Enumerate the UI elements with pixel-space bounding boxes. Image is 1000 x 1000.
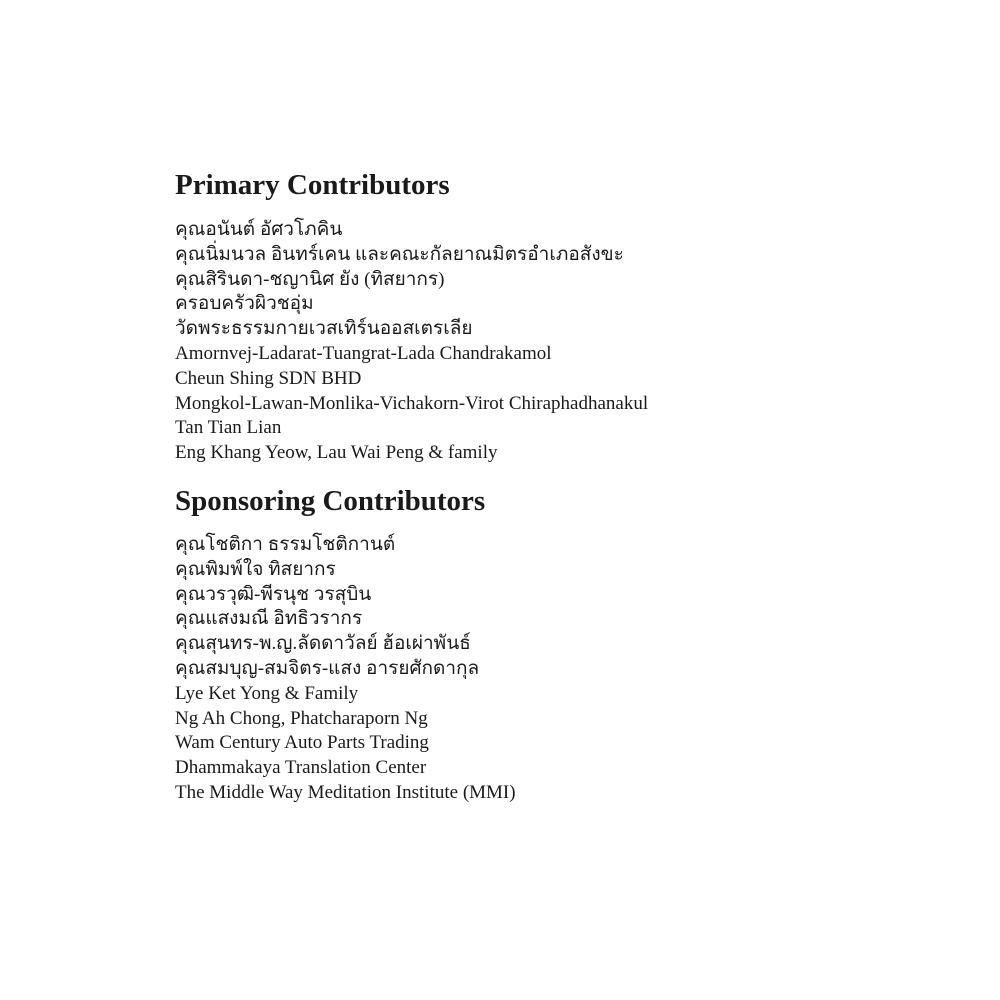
contributor-name: Lye Ket Yong & Family xyxy=(175,682,359,704)
contributor-name: คุณโชติกา ธรรมโชติกานต์ xyxy=(175,533,396,555)
primary-contributors-list xyxy=(175,218,955,466)
contributor-name: คุณแสงมณี อิทธิวรากร xyxy=(175,608,363,630)
sponsoring-contributors-section xyxy=(175,482,955,806)
contributor-name: คุณสมบุญ-สมจิตร-แสง อารยศักดากุล xyxy=(175,657,480,679)
sponsoring-contributors-list xyxy=(175,533,955,806)
contributor-name: Mongkol-Lawan-Monlika-Vichakorn-Virot Chiraphadhanakul xyxy=(175,392,649,414)
contributor-name: คุณพิมพ์ใจ ทิสยากร xyxy=(175,558,336,580)
primary-contributors-heading: Primary Contributors xyxy=(175,169,450,201)
contributor-name: Amornvej-Ladarat-Tuangrat-Lada Chandrakamol xyxy=(175,342,552,364)
contributor-name: Dhammakaya Translation Center xyxy=(175,757,427,779)
contributors-page xyxy=(175,166,955,806)
contributor-name: คุณนิ่มนวล อินทร์เคน และคณะกัลยาณมิตรอำเภอสังขะ xyxy=(175,243,624,265)
contributor-name: Wam Century Auto Parts Trading xyxy=(175,732,429,754)
contributor-name: Ng Ah Chong, Phatcharaporn Ng xyxy=(175,707,428,729)
contributor-name: คุณสิรินดา-ชญานิศ ยัง (ทิสยากร) xyxy=(175,268,445,290)
contributor-name: คุณอนันต์ อัศวโภคิน xyxy=(175,219,343,240)
contributor-name: คุณสุนทร-พ.ญ.ลัดดาวัลย์ ฮ้อเผ่าพันธ์ xyxy=(175,633,471,655)
contributor-name: Cheun Shing SDN BHD xyxy=(175,367,362,389)
primary-contributors-section xyxy=(175,166,955,466)
contributor-name: ครอบครัวผิวชอุ่ม xyxy=(175,293,314,315)
contributor-name: คุณวรวุฒิ-พีรนุช วรสุบิน xyxy=(175,583,372,605)
contributor-name: วัดพระธรรมกายเวสเทิร์นออสเตรเลีย xyxy=(175,318,473,340)
contributor-name: Tan Tian Lian xyxy=(175,417,282,439)
sponsoring-contributors-heading: Sponsoring Contributors xyxy=(175,484,486,517)
contributor-name: The Middle Way Meditation Institute (MMI) xyxy=(175,781,516,803)
contributor-name: Eng Khang Yeow, Lau Wai Peng & family xyxy=(175,442,498,464)
